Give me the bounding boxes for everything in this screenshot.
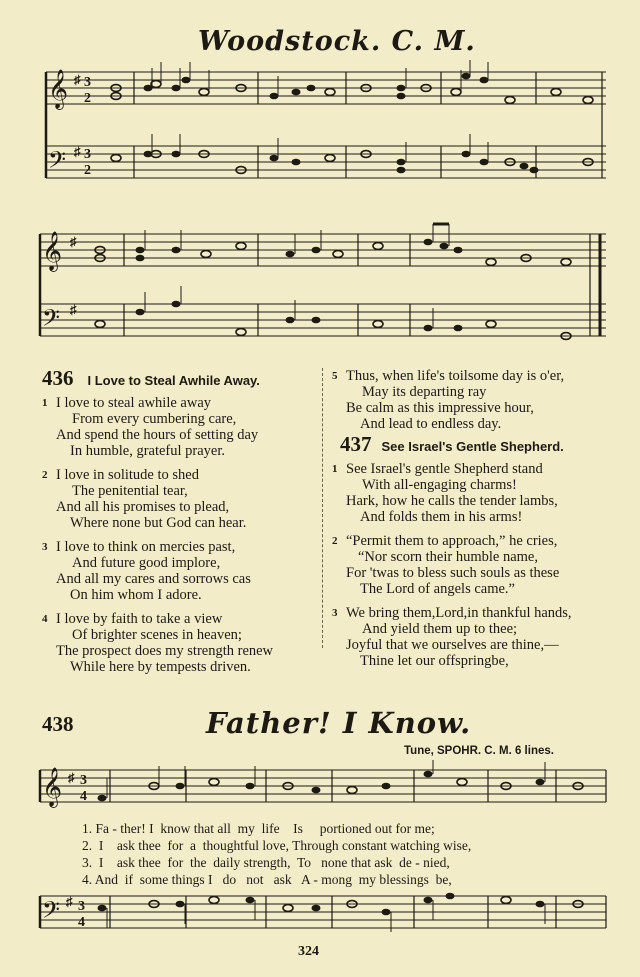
svg-text:♯: ♯ (66, 894, 73, 909)
page-number: 324 (298, 944, 319, 959)
verse-line: I love by faith to take a view (56, 611, 223, 627)
tune-title-woodstock: Woodstock. C. M. (198, 26, 476, 57)
column-divider (322, 368, 323, 648)
stanza-number: 2 (42, 469, 48, 481)
hymn-title-438: Father! I Know. (206, 706, 472, 740)
svg-text:3: 3 (80, 773, 87, 788)
svg-text:♯: ♯ (70, 234, 77, 249)
verse-line: Hark, how he calls the tender lambs, (346, 493, 558, 509)
svg-text:3: 3 (78, 899, 85, 914)
hymn-437 (332, 432, 622, 669)
hymn-436-continued (332, 368, 622, 432)
verse-line: “Nor scorn their humble name, (358, 549, 538, 565)
verse-line: And spend the hours of setting day (56, 427, 259, 443)
stanza-number: 4 (42, 613, 48, 625)
verse-line: The prospect does my strength renew (56, 643, 274, 659)
verse-line: And lead to endless day. (360, 416, 502, 432)
tune-credit: Tune, SPOHR. C. M. 6 lines. (404, 745, 554, 757)
music-system-3-bass (36, 888, 608, 942)
verse-line: And yield them up to thee; (362, 621, 518, 637)
music-system-2 (36, 222, 608, 354)
music-system-3-treble (36, 760, 608, 820)
svg-text:3: 3 (84, 147, 91, 162)
verse-line: The penitential tear, (72, 483, 188, 499)
svg-text:𝄢: 𝄢 (42, 896, 61, 929)
svg-text:𝄢: 𝄢 (48, 146, 67, 179)
stanza-number: 1 (42, 397, 48, 409)
hymn-number: 436 (42, 366, 74, 390)
verse-line: See Israel's gentle Shepherd stand (346, 461, 543, 477)
music-system-1 (36, 60, 608, 196)
stanza-number: 3 (42, 541, 48, 553)
stanza (42, 539, 318, 603)
hymn-436 (42, 366, 318, 675)
svg-text:♯: ♯ (74, 144, 81, 159)
stanza-number: 2 (332, 535, 338, 547)
stanza-number: 3 (332, 607, 338, 619)
verse-line: And folds them in his arms! (360, 509, 523, 525)
svg-text:3: 3 (84, 75, 91, 90)
verse-line: Thus, when life's toilsome day is o'er, (346, 368, 565, 384)
svg-text:4: 4 (78, 915, 85, 930)
verse-line: With all-engaging charms! (362, 477, 517, 493)
stanza (332, 533, 622, 597)
verse-line: While here by tempests driven. (70, 659, 251, 675)
svg-text:2: 2 (84, 91, 91, 106)
verse-line: Joyful that we ourselves are thine,— (346, 637, 559, 653)
svg-text:𝄞: 𝄞 (42, 767, 63, 807)
stanza (42, 467, 318, 531)
hymn-title: See Israel's Gentle Shepherd. (381, 439, 564, 454)
verse-line: Of brighter scenes in heaven; (72, 627, 242, 643)
stanza (332, 368, 622, 432)
lyrics-block (82, 821, 612, 889)
svg-text:𝄞: 𝄞 (48, 69, 69, 109)
svg-text:𝄞: 𝄞 (42, 231, 63, 271)
stanza (42, 395, 318, 459)
verse-line: Thine let our offspringbe, (360, 653, 509, 669)
stanza (332, 605, 622, 669)
hymn-number-438: 438 (42, 712, 74, 736)
verse-line: Be calm as this impressive hour, (346, 400, 534, 416)
stanza-number: 5 (332, 370, 338, 382)
stanza-number: 1 (332, 463, 338, 475)
verse-line: Where none but God can hear. (70, 515, 247, 531)
lyric-line: 3. I ask thee for the daily strength, To none that ask de - nied, (82, 855, 450, 870)
svg-text:♯: ♯ (70, 302, 77, 317)
verse-line: And future good implore, (72, 555, 221, 571)
verse-line: And all his promises to plead, (56, 499, 230, 515)
verse-line: I love to steal awhile away (56, 395, 212, 411)
verse-line: I love to think on mercies past, (56, 539, 236, 555)
verse-line: May its departing ray (362, 384, 487, 400)
stanza (42, 611, 318, 675)
verse-line: I love in solitude to shed (56, 467, 199, 483)
verse-line: We bring them,Lord,in thankful hands, (346, 605, 572, 621)
stanza (332, 461, 622, 525)
verse-line: On him whom I adore. (70, 587, 202, 603)
lyric-line: 4. And if some things I do not ask A - mong my blessings be, (82, 872, 452, 887)
svg-text:2: 2 (84, 163, 91, 178)
lyric-line: 1. Fa - ther! I know that all my life Is portioned out for me; (82, 821, 435, 836)
verse-line: The Lord of angels came.” (360, 581, 515, 597)
svg-text:♯: ♯ (74, 72, 81, 87)
svg-text:♯: ♯ (68, 770, 75, 785)
verse-line: “Permit them to approach,” he cries, (346, 533, 558, 549)
hymn-number: 437 (340, 432, 372, 456)
svg-text:𝄢: 𝄢 (42, 304, 61, 337)
verse-line: In humble, grateful prayer. (70, 443, 226, 459)
lyric-line: 2. I ask thee for a thoughtful love, Through constant watching wise, (82, 838, 472, 853)
verse-line: From every cumbering care, (72, 411, 237, 427)
verse-line: For 'twas to bless such souls as these (346, 565, 560, 581)
svg-text:4: 4 (80, 789, 87, 804)
verse-line: And all my cares and sorrows cas (56, 571, 251, 587)
hymn-title: I Love to Steal Awhile Away. (87, 373, 260, 388)
